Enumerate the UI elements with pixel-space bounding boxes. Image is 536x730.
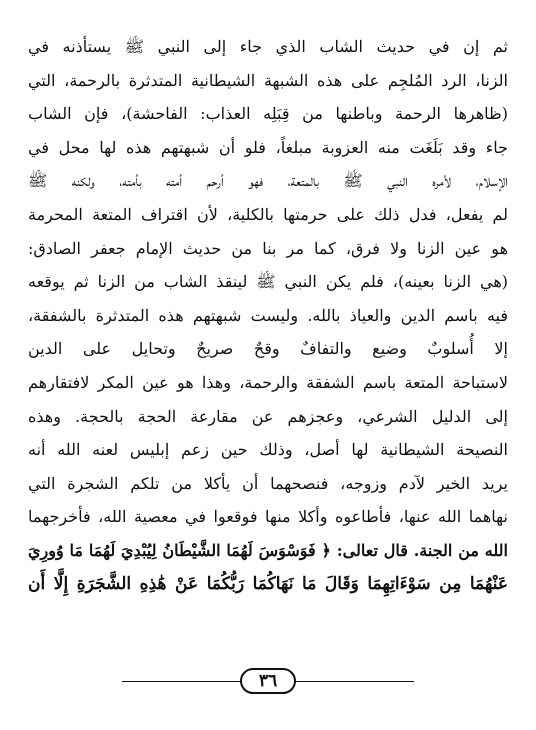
text-line: الإسلام، لأمره النبي ﷺ بالمتعة، فهو أرحم أمته بأمته، ولكنه ﷺ (28, 171, 508, 191)
text-line: الزنا، الرد المُلجِم على هذه الشبهة الشيطانية المتدثرة بالرحمة، التي (28, 70, 508, 90)
text-line: لاستباحة المتعة باسم الشفقة والرحمة، وهذا هو عين المكر لافتقارهم (28, 372, 508, 392)
quran-verse-line: الله من الجنة. قال تعالى: ﴿ فَوَسْوَسَ لَهُمَا الشَّيْطَانُ لِيُبْدِيَ لَهُمَا مَا وُورِيَ (28, 540, 508, 560)
text-line: يريد الخير لآدم وزوجه، فنصحهما أن يأكلا من تلكم الشجرة التي (28, 473, 508, 493)
text-line: لم يفعل، فدل ذلك على حرمتها بالكلية، لأن اقتراف المتعة المحرمة (28, 204, 508, 224)
text-line: النصيحة الشيطانية لها أصل، وذلك حين زعم إبليس لعنه الله أنه (28, 440, 508, 460)
body-text (28, 30, 508, 601)
text-line: إلى الدليل الشرعي، وعجزهم عن مقارعة الحجة بالحجة. وهذه (28, 406, 508, 426)
text-line: جاء وقد بَلَغَت منه العزوبة مبلغاً، فلو أن شبهتهم هذه لها محل في (28, 137, 508, 157)
text-line: نهاهما الله عنها، فأطاعوه وأكلا منها فوقعوا في معصية الله، فأخرجهما (28, 507, 508, 527)
text-line: إلا أُسلوبٌ وضيع والتفافٌ وقحٌ صريحٌ وتحايل على الدين (28, 339, 508, 359)
text-line: ثم إن في حديث الشاب الذي جاء إلى النبي ﷺ يستأذنه في (28, 37, 508, 56)
page-number: ٣٦ (240, 668, 296, 694)
text-line: (هي الزنا بعينه)، فلم يكن النبي ﷺ لينقذ الشاب من الزنا ثم يوقعه (28, 272, 508, 292)
quran-verse-line: عَنْهُمَا مِن سَوْءَاتِهِمَا وَقَالَ مَا نَهَاكُمَا رَبُّكُمَا عَنْ هَٰذِهِ الشَّجَرَةِ إِلَّا أَن (28, 573, 508, 594)
text-line: هو عين الزنا ولا فرق، كما مر بنا من حديث الإمام جعفر الصادق: (28, 238, 508, 258)
text-line: فيه باسم الدين والعياذ بالله. وليست شبهتهم هذه المتدثرة بالشفقة، (28, 305, 508, 325)
text-line: (ظاهرها الرحمة وباطنها من قِبَلِه العذاب: الفاحشة)، فإن الشاب (28, 104, 508, 124)
